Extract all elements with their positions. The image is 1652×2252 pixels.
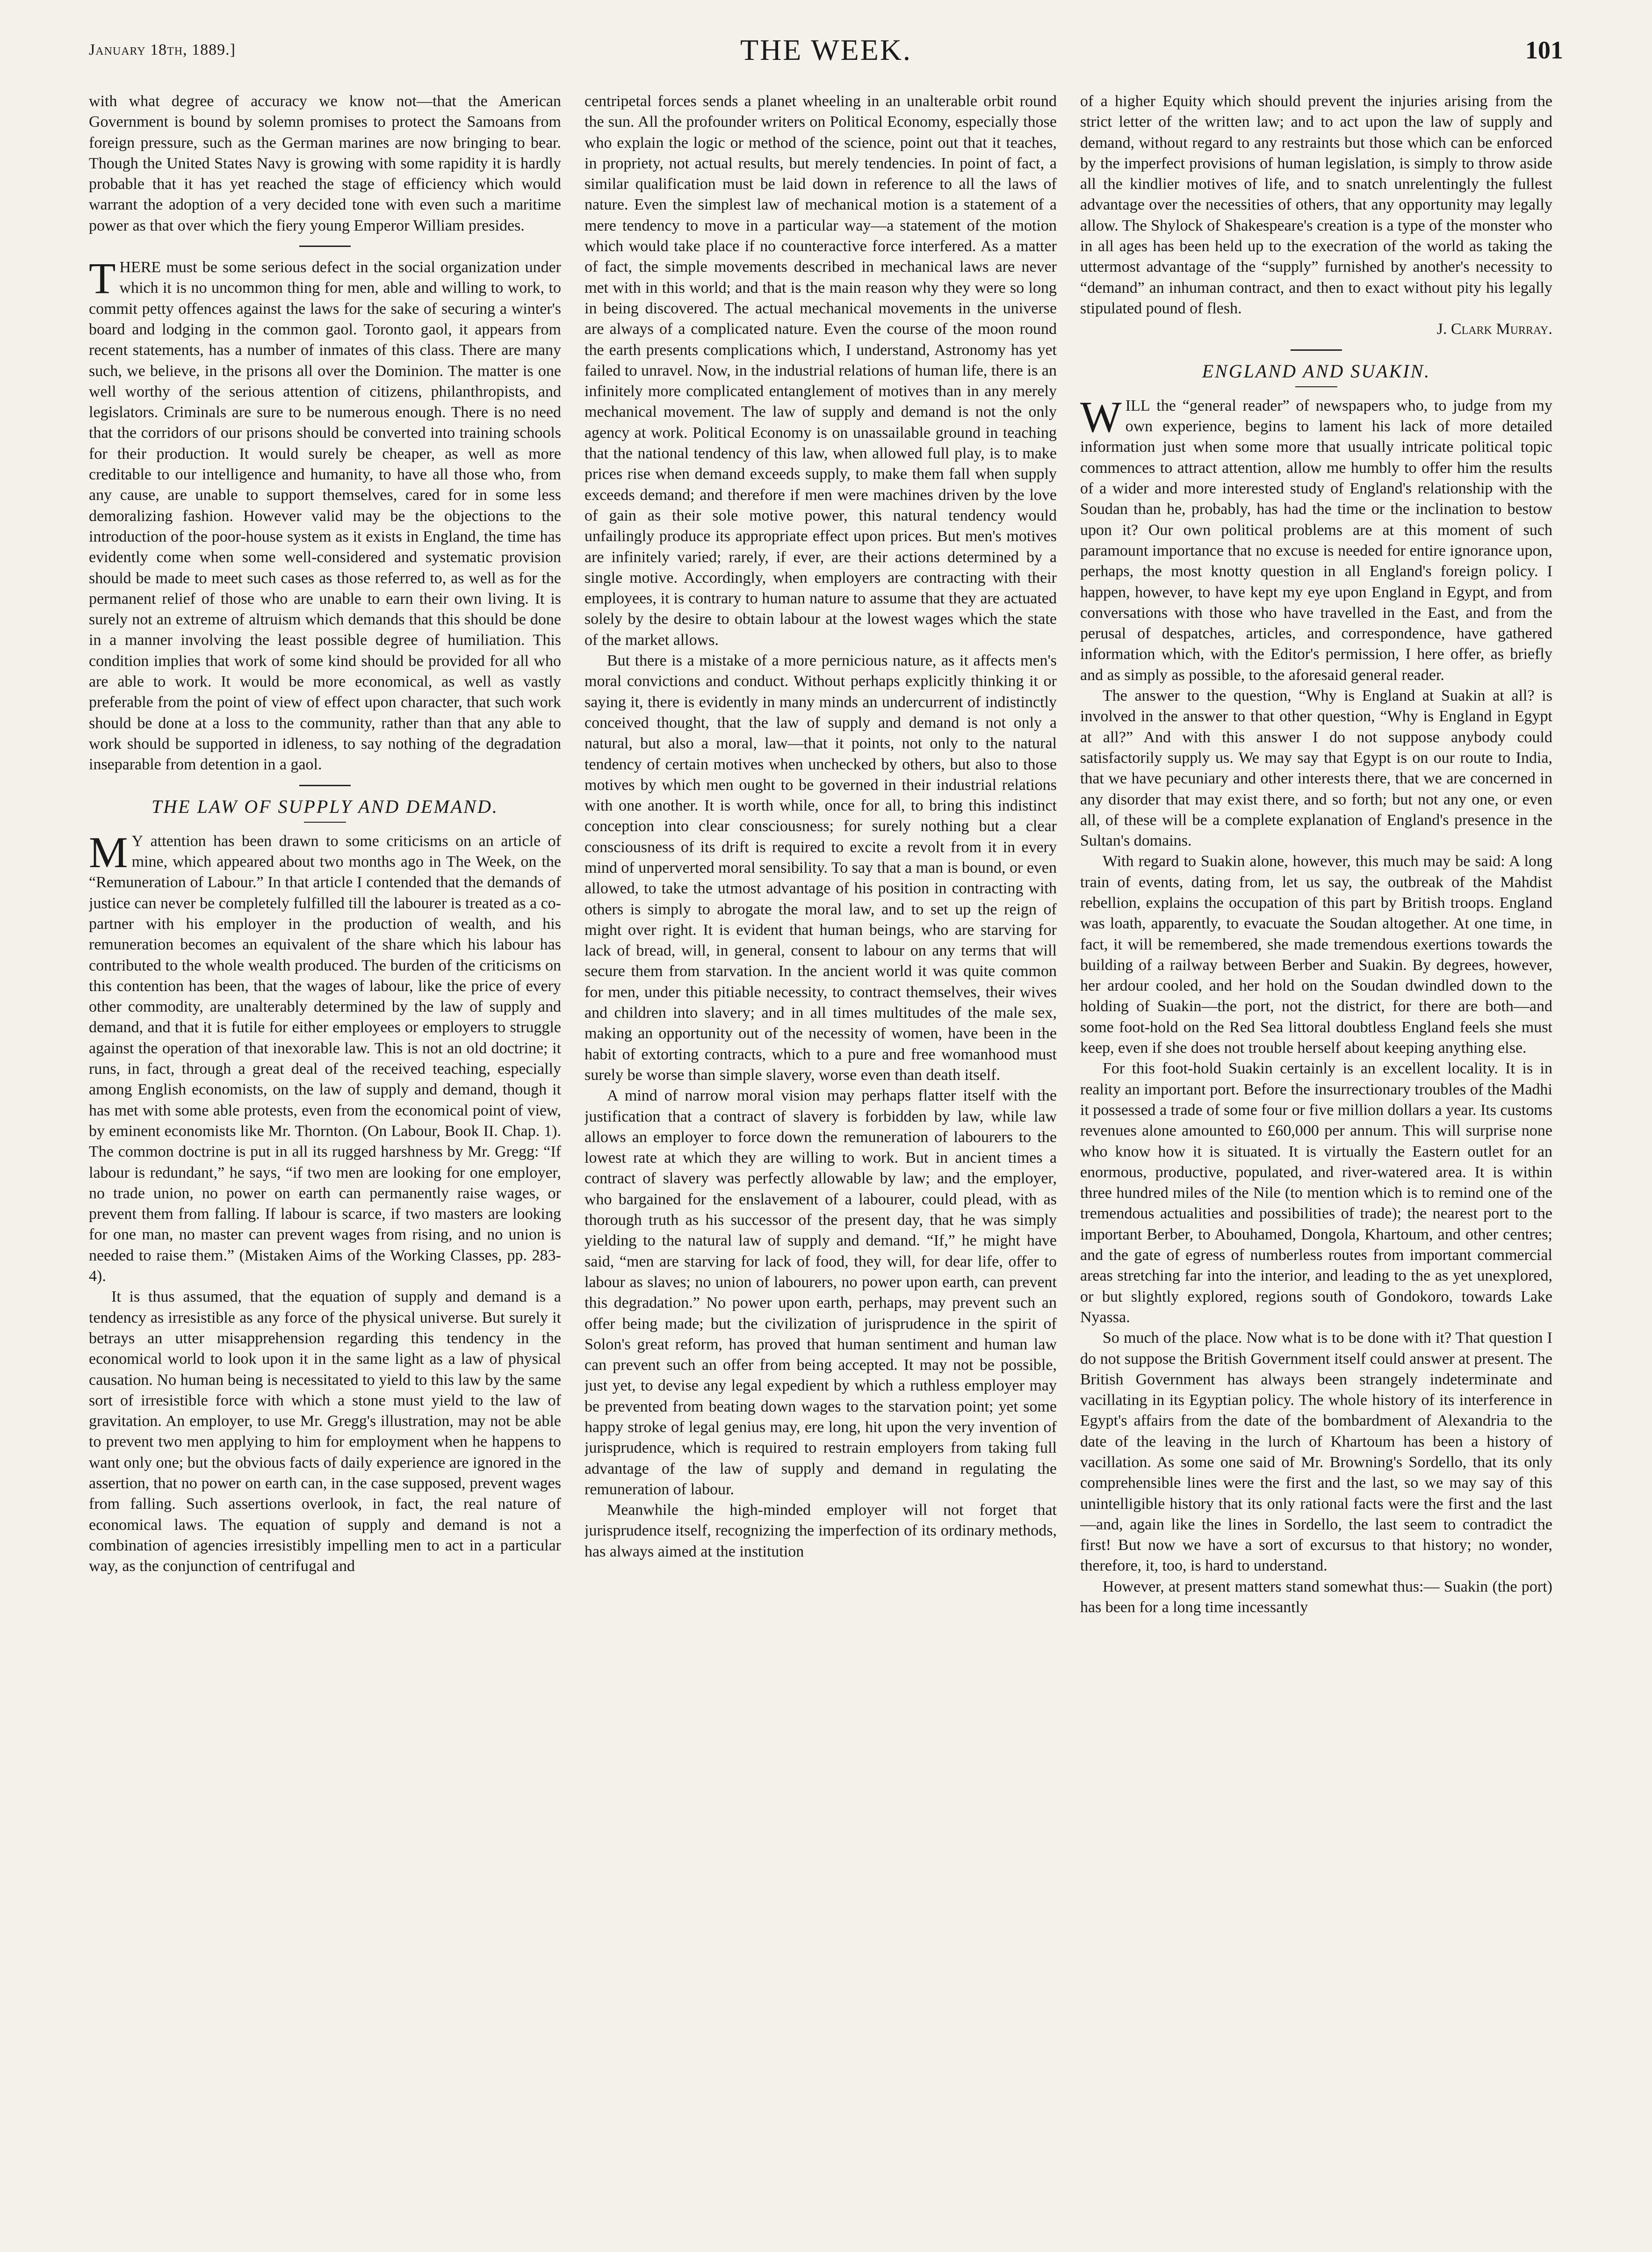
page-header: [89, 28, 1563, 80]
paragraph-slavery: A mind of narrow moral vision may perhaps flatter itself with the justification that a contract of slavery is forbidden by law, while law allows an employer to force down the remuneration of labourers to the lowest rate at which they are willing to work. But in ancient times a contract of slavery was perfectly allowable by law; and the employer, who bargained for the enslavement of a labourer, could plead, with as thorough truth as his successor of the present day, that he was simply yielding to the natural law of supply and demand. “If,” he might have said, “men are starving for lack of food, they will, for dear life, offer to labour as slaves; no union of labourers, no power upon earth, can prevent this degradation.” No power upon earth, perhaps, may prevent such an offer being made; but the civilization of jurisprudence in the spirit of Solon's great reform, has proved that human sentiment and human law can prevent such an offer from being accepted. It may not be possible, just yet, to devise any legal expedient by which a ruthless employer may be prevented from beating down wages to the starvation point; yet some happy stroke of legal genius may, ere long, hit upon the very invention of jurisprudence, which is required to restrain employers from taking full advantage of the law of supply and demand in regulating the remuneration of labour.: [584, 1087, 1057, 1498]
paragraph-employer: Meanwhile the high-minded employer will not forget that jurisprudence itself, recognizing the imperfection of its ordinary methods, has always aimed at the institution: [584, 1501, 1057, 1560]
paragraph-gaol: [89, 254, 561, 775]
paragraph-suakin-5: So much of the place. Now what is to be done with it? That question I do not suppose the British Government itself could answer at present. The British Government has always been strangely indeterminate and vacillating in its Egyptian policy. The whole history of its interference in Egypt's affairs from the date of the bombardment of Alexandria to the date of the leaving in the lurch of Khartoum has been a history of vacillation. As some one said of Mr. Browning's Sordello, that its only comprehensible lines were the first and the last, so we may say of this unintelligible history that its only rational facts were the first and the last—and, again like the lines in Sordello, the last seem to contradict the first! But now we have a sort of excursus to that history; no wonder, therefore, it, too, is hard to understand.: [1080, 1329, 1552, 1575]
paragraph-suakin-1: [1080, 392, 1552, 686]
paragraph-suakin-6: However, at present matters stand somewhat thus:— Suakin (the port) has been for a long time incessantly: [1080, 1578, 1552, 1616]
paragraph-body: attention has been drawn to some criticisms on an article of mine, which appeared about two months ago in The Week, on the “Remuneration of Labour.” In that article I contended that the demands of justice can never be completely fulfilled till the labourer is treated as a co-partner with his employer in the production of wealth, and his remuneration becomes an equivalent of the share which his labour has contributed to the whole wealth produced. The burden of the criticisms on this contention has been, that the wages of labour, like the price of every other commodity, are unalterably determined by the law of supply and demand, and that it is futile for either employees or employers to struggle against the operation of that inexorable law. This is not an old doctrine; it runs, in fact, through a great deal of the received teaching, especially among English economists, on the law of supply and demand, though it has met with some able protests, even from the economical point of view, by eminent economists like Mr. Thornton. (On Labour, Book II. Chap. 1). The common doctrine is put in all its rugged harshness by Mr. Gregg: “If labour is redundant,” he says, “if two men are looking for one employer, no trade union, no power on earth can permanently raise wages, or prevent them from falling. If labour is scarce, if two masters are looking for one man, no master can prevent wages from rising, and no union is needed to raise them.” (Mistaken Aims of the Working Classes, pp. 283-4).: [89, 832, 561, 1285]
drop-cap: M: [89, 828, 128, 877]
column-middle: [584, 91, 1057, 2224]
section-divider: [299, 785, 351, 786]
issue-date: January 18th, 1889.]: [89, 41, 236, 58]
section-divider: [1291, 349, 1342, 351]
lead-word: Y: [131, 832, 144, 850]
masthead-title: THE WEEK.: [740, 33, 912, 66]
paragraph-equity: of a higher Equity which should prevent the injuries arising from the strict letter of the written law; and to act upon the law of supply and demand, without regard to any restraints but those which can be enforced by the imperfect provisions of human legislation, is simply to throw aside all the kindlier motives of life, and to snatch unrelentingly the fullest advantage over the necessities of others, that any opportunity may legally allow. The Shylock of Shakespeare's creation is a type of the monster who in all ages has been held up to the execration of the world as taking the uttermost advantage of the “supply” furnished by another's necessity to “demand” an inhuman contract, and then to exact without pity his legally stipulated pound of flesh.: [1080, 93, 1552, 317]
column-right: [1080, 91, 1552, 2224]
paragraph-suakin-4: For this foot-hold Suakin certainly is an excellent locality. It is in reality an important port. Before the insurrectionary troubles of the Madhi it possessed a trade of some four or five million dollars a year. Its customs revenues alone amounted to £60,000 per annum. This will surprise none who know how it is situated. It is virtually the Eastern outlet for an enormous, productive, populated, and river-watered area. It is within three hundred miles of the Nile (to mention which is to remind one of the tremendous actualities and possibilities of trade); the nearest port to the important Berber, to Abouhamed, Dongola, Khartoum, and other centres; and the gate of egress of numberless routes from important commercial areas stretching far into the interior, and leading to the as yet unexplored, or but slightly explored, regions south of Gondokoro, towards Lake Nyassa.: [1080, 1060, 1552, 1326]
author-signature: J. Clark Murray.: [1436, 320, 1552, 338]
lead-word: HERE: [119, 259, 161, 276]
paragraph-supply-1: [89, 828, 561, 1287]
paragraph-suakin-2: The answer to the question, “Why is England at Suakin at all? is involved in the answer to that other question, “Why is England in Egypt at all?” And with this answer I do not suppose anybody could satisfactorily supply us. We may say that Egypt is on our route to India, that we have pecuniary and other interests there, that we are concerned in any disorder that may exist there, and so forth; but not any one, or even all, of these will be a complete explanation of England's presence in the Sultan's domains.: [1080, 687, 1552, 850]
section-divider: [299, 246, 351, 247]
lead-word: ILL: [1125, 397, 1150, 414]
text-columns: [89, 91, 1552, 2224]
article-title-suakin: ENGLAND AND SUAKIN.: [1202, 360, 1431, 382]
paragraph-suakin-3: With regard to Suakin alone, however, this much may be said: A long train of events, dating from, let us say, the outbreak of the Mahdist rebellion, explains the occupation of this part by British troops. England was loath, apparently, to evacuate the Soudan altogether. At one time, in fact, it will be remembered, she made tremendous exertions towards the building of a railway between Berber and Suakin. By degrees, however, her ardour cooled, and her hold on the Soudan dwindled down to the holding of Suakin—the port, not the district, for there are both—and some foot-hold on the Red Sea littoral doubtless England feels she must keep, even if she does not trouble herself about keeping anything else.: [1080, 853, 1552, 1057]
page-number: 101: [1525, 36, 1563, 64]
paragraph-body: the “general reader” of newspapers who, to judge from my own experience, begins to lament his lack of more detailed information just when some more that usually intricate political topic commences to attract attention, allow me humbly to offer him the results of a wider and more interested study of England's relationship with the Soudan than he, probably, has had the time or the inclination to bestow upon it? Our own political problems are at this moment of such paramount importance that no excuse is needed for entire ignorance upon, perhaps, the most knotty question in all England's foreign policy. I happen, however, to have kept my eye upon England in Egypt, and from conversations with those who have travelled in the East, and from the perusal of despatches, articles, and correspondence, have gathered information which, with the Editor's permission, I here offer, as briefly and as simply as possible, to the aforesaid general reader.: [1080, 397, 1552, 684]
paragraph-moral-law: But there is a mistake of a more pernicious nature, as it affects men's moral convictions and conduct. Without perhaps explicitly thinking it or saying it, there is evidently in many minds an undercurrent of indistinctly conceived thought, that the law of supply and demand is not only a natural, but also a moral, law—that it points, not only to the natural tendency of certain motives when unchecked by others, but also to those motives by which men ought to be governed in their industrial relations with one another. It is worth while, once for all, to bring this indistinct conception into clear consciousness; for surely nothing but a clear consciousness of its drift is required to excite a revolt from it in every mind of unperverted moral sensibility. To say that a man is bound, or even allowed, to take the utmost advantage of his position in contracting with others is simply to abrogate the moral law, and to set up the reign of might over right. It is evident that human beings, who are starving for lack of bread, will, in general, consent to labour on any terms that will secure them from starvation. In the ancient world it was quite common for men, under this pitiable necessity, to contract themselves, their wives and children into slavery; and in all times multitudes of the male sex, making an opportunity out of the necessity of women, have been in the habit of extorting contracts, which to a pure and free womanhood must surely be worse than simple slavery, worse even than death itself.: [584, 652, 1057, 1084]
title-underline: [304, 822, 346, 823]
drop-cap: W: [1080, 392, 1122, 442]
article-title-supply-demand: THE LAW OF SUPPLY AND DEMAND.: [151, 796, 498, 817]
paragraph-samoa: with what degree of accuracy we know not—that the American Government is bound by solemn promises to protect the Samoans from foreign pressure, such as the German marines are now bringing to bear. Though the United States Navy is growing with some rapidity it is hardly probable that it has yet reached the stage of efficiency which would warrant the adoption of a very decided tone with even such a maritime power as that over which the fiery young Emperor William presides.: [89, 93, 561, 234]
paragraph-body: must be some serious defect in the social organization under which it is no uncommon thing for men, able and willing to work, to commit petty offences against the laws for the sake of securing a winter's board and lodging in the common gaol. Toronto gaol, it appears from recent statements, has a number of inmates of this class. There are many such, we believe, in the prisons all over the Dominion. The matter is one well worthy of the serious attention of citizens, philanthropists, and legislators. Criminals are sure to be numerous enough. There is no need that the corridors of our prisons should be converted into training schools for their production. It would surely be cheaper, as well as more creditable to our intelligence and humanity, to have all those who, from any cause, are unable to support themselves, cared for in some less demoralizing fashion. However valid may be the objections to the introduction of the poor-house system as it exists in England, the time has evidently come when some well-considered and systematic provision should be made to meet such cases as those referred to, as well as for the permanent relief of those who are unable to earn their own living. It is surely not an extreme of altruism which demands that this should be done in a manner involving the least possible degree of humiliation. This condition implies that work of some kind should be provided for all who are able to work. It would be more economical, as well as vastly preferable from the point of view of effect upon character, that such work should be done at a loss to the community, rather than that any able to work should be supported in idleness, to say nothing of the degradation inseparable from detention in a gaol.: [89, 259, 561, 774]
drop-cap: T: [89, 254, 116, 304]
column-left: [89, 91, 561, 2224]
paragraph-supply-2: It is thus assumed, that the equation of supply and demand is a tendency as irresistible as any force of the physical universe. But surely it betrays an utter misapprehension regarding this tendency in the economical world to look upon it in the same light as a law of physical causation. No human being is necessitated to yield to this law by the same sort of irresistible force with which a stone must yield to the law of gravitation. An employer, to use Mr. Gregg's illustration, may not be able to prevent two men applying to him for employment when he happens to want only one; but the obvious facts of daily experience are ignored in the assertion, that no power on earth can, in the case supposed, prevent wages from falling. Such assertions overlook, in fact, the real nature of economical laws. The equation of supply and demand is not a combination of agencies irresistibly impelling men to act in a particular way, as the conjunction of centrifugal and: [89, 1288, 561, 1575]
paragraph-continued: centripetal forces sends a planet wheeling in an unalterable orbit round the sun. All the profounder writers on Political Economy, especially those who explain the logic or method of the science, point out that it teaches, in propriety, not actual results, but merely tendencies. In point of fact, a similar qualification must be laid down in reference to all the laws of nature. Even the simplest law of mechanical motion is a statement of a mere tendency to move in a particular way—a statement of the motion which would take place if no counteractive force interfered. As a matter of fact, the simple movements described in mechanical laws are never met with in this world; and that is the main reason why they were so long in being discovered. The actual mechanical movements in the universe are always of a complicated nature. Even the course of the moon round the earth presents complications which, I understand, Astronomy has yet failed to unravel. Now, in the industrial relations of human life, there is an infinitely more complicated entanglement of motives than in any merely mechanical movement. The law of supply and demand is not the only agency at work. Political Economy is on unassailable ground in teaching that the national tendency of this law, when allowed full play, is to make prices rise when demand exceeds supply, to make them fall when supply exceeds demand; and therefore if men were machines driven by the love of gain as their sole motive power, this natural tendency would unfailingly produce its appropriate effect upon prices. But men's motives are infinitely varied; rarely, if ever, are their actions determined by a single motive. Accordingly, when employers are contracting with their employees, it is contrary to human nature to assume that they are actuated solely by the desire to obtain labour at the lowest wages which the state of the market allows.: [584, 93, 1057, 649]
title-underline: [1295, 386, 1337, 387]
